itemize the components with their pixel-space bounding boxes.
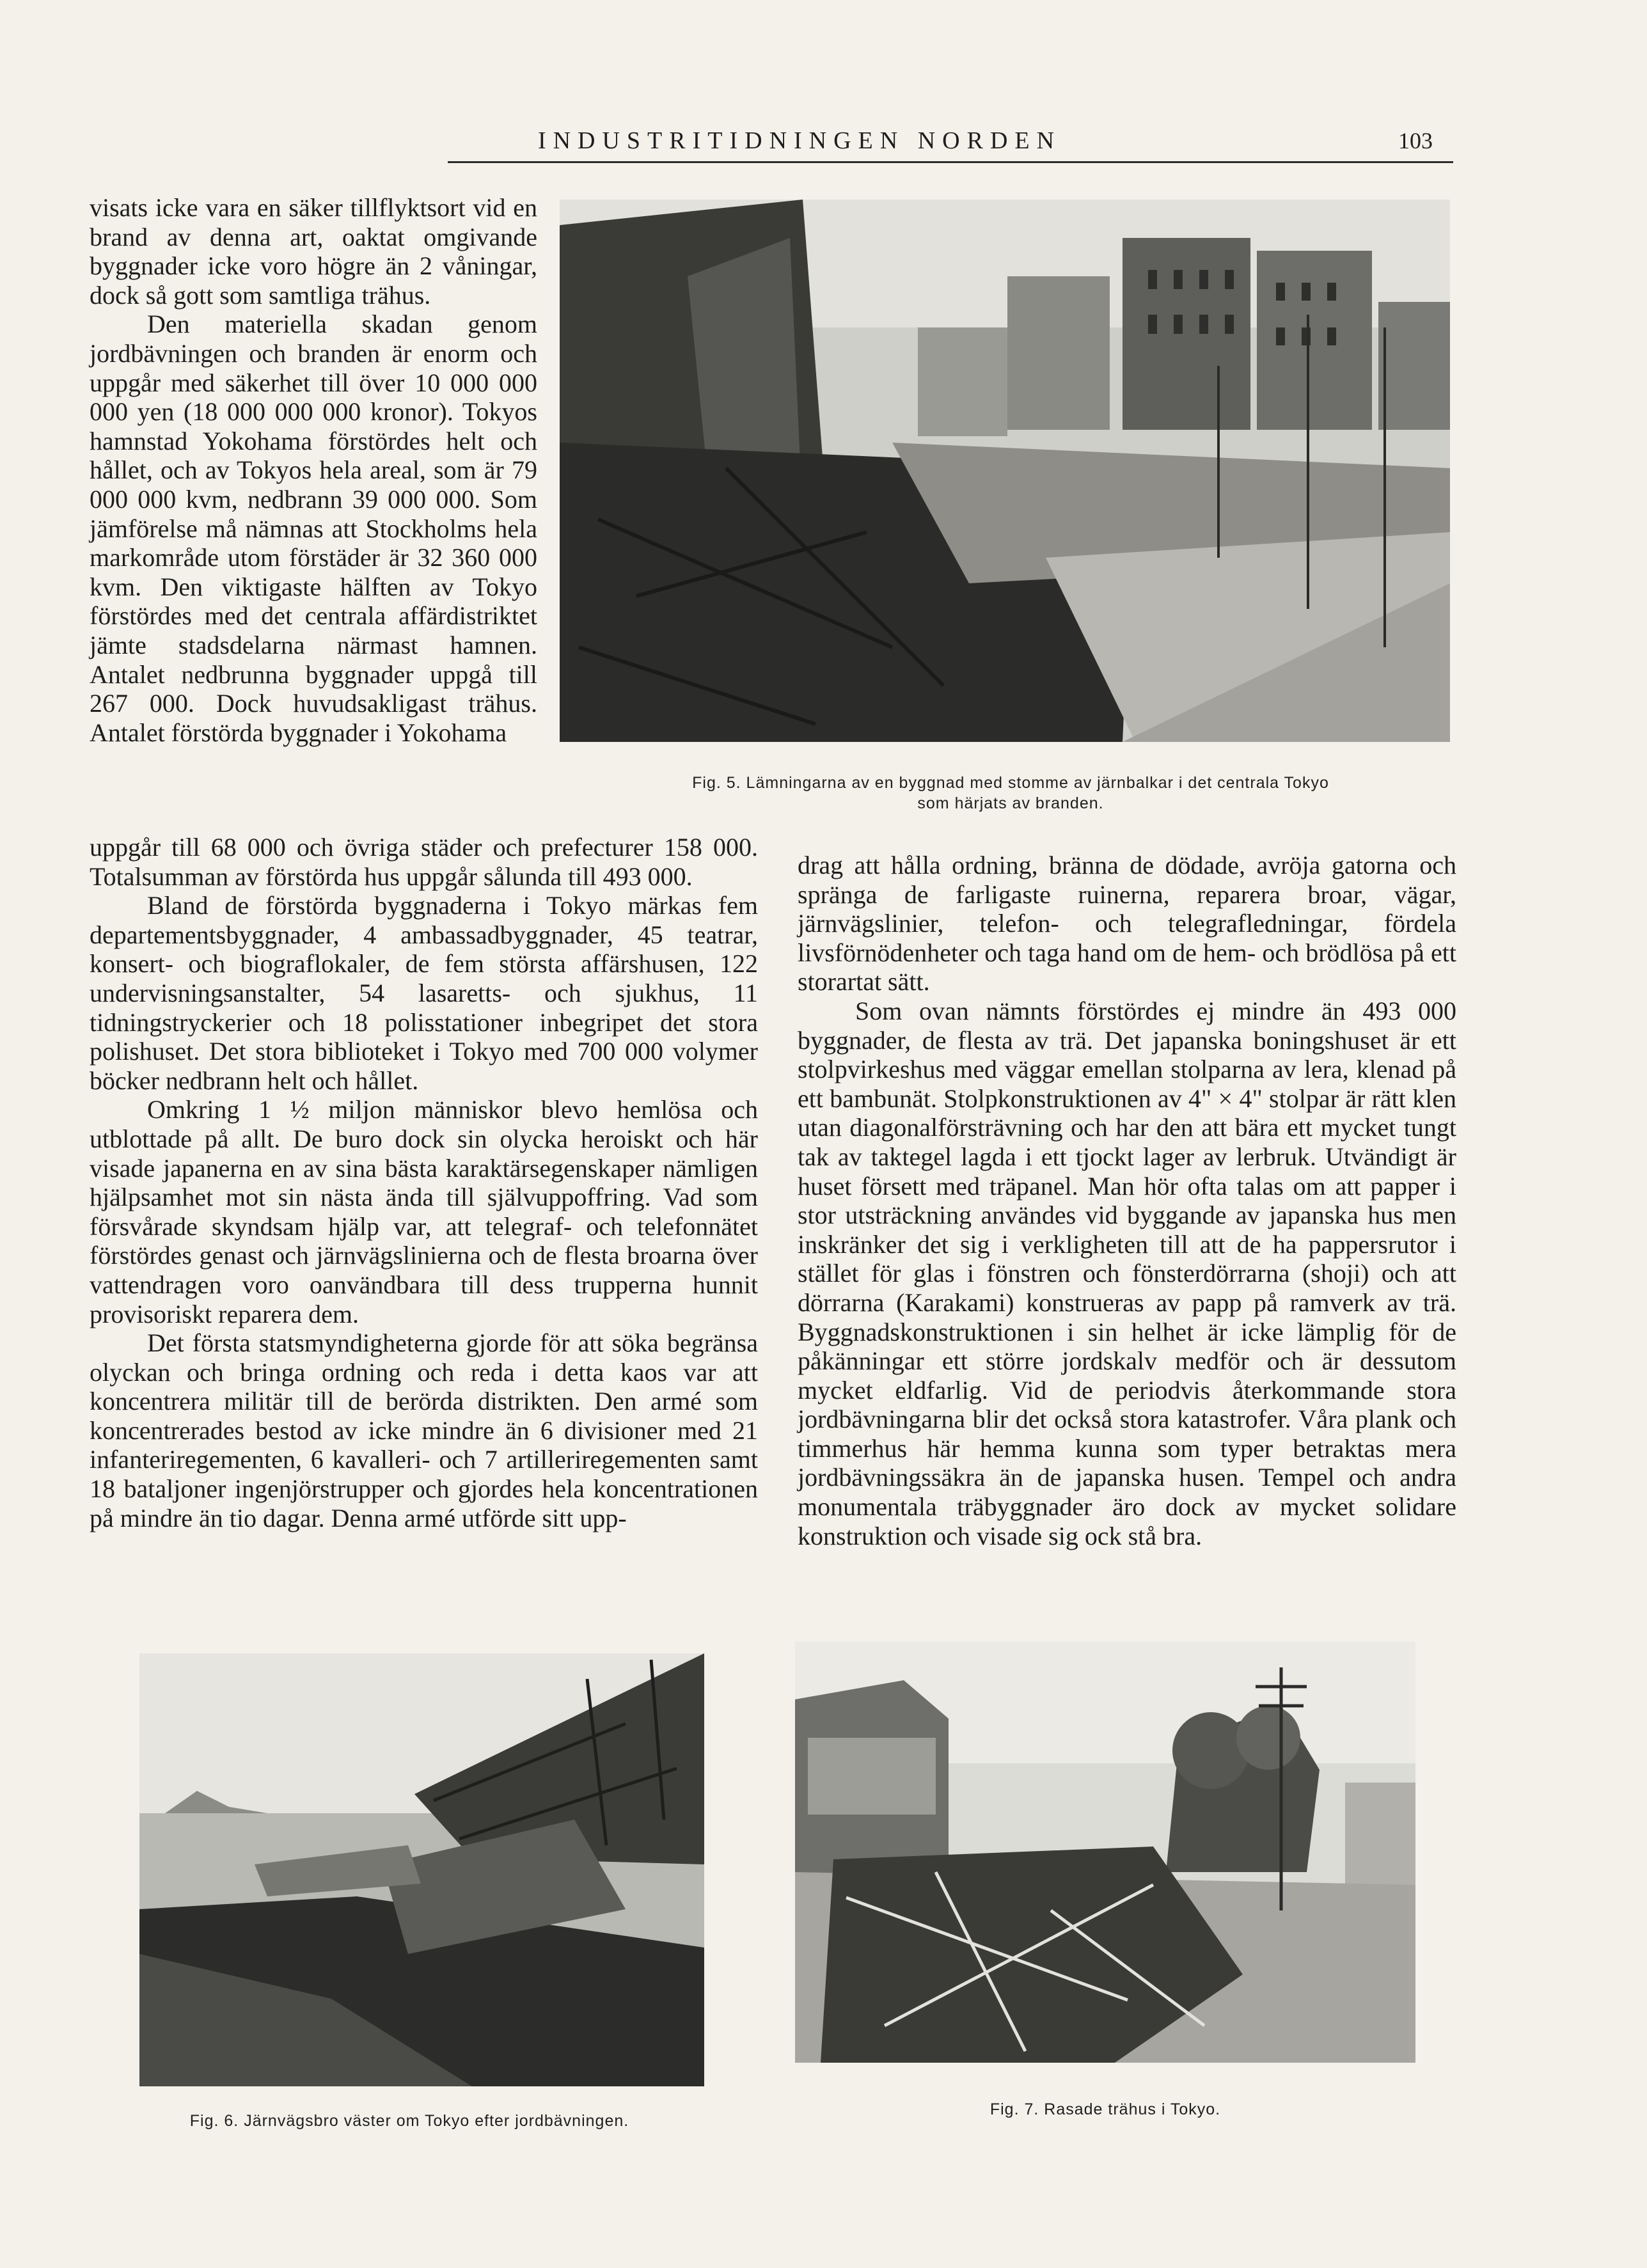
header-rule [448,161,1453,163]
fig5-caption [563,773,1458,814]
fig6-photo-railway-bridge [139,1653,704,2086]
journal-title: INDUSTRITIDNINGEN NORDEN [537,127,1062,154]
fig5-caption-line1: Fig. 5. Lämningarna av en byggnad med stomme av järnbalkar i det centrala Tokyo [692,774,1329,792]
fig5-photo-ruined-building [560,200,1450,742]
fig5-caption-line2: som härjats av branden. [917,794,1104,812]
fig6-caption: Fig. 6. Järnvägsbro väster om Tokyo efter jordbävningen. [189,2112,629,2130]
fig7-caption: Fig. 7. Rasade trähus i Tokyo. [989,2100,1221,2118]
paragraph: uppgår till 68 000 och övriga städer och prefecturer 158 000. Totalsumman av förstörda hus uppgår sålunda till 493 000. [90,833,758,891]
page-number: 103 [1398,128,1433,154]
right-column [798,851,1456,1550]
paragraph: visats icke vara en säker tillflyktsort vid en brand av denna art, oaktat omgivande byggnader icke voro högre än 2 våningar, dock så gott som samtliga trähus. [90,193,537,310]
paragraph: Det första statsmyndigheterna gjorde för att söka begränsa olyckan och bringa ordning och reda i detta kaos var att koncentrera militär till de berörda distrikten. Den armé som koncentrerades bestod av icke mindre än 6 divisioner med 21 infanteriregementen, 6 kavalleri- och 7 artilleriregementen samt 18 bataljoner ingenjörstrupper och gjordes hela koncentrationen på mindre än tio dagar. Denna armé utförde sitt upp- [90,1328,758,1532]
paragraph: Bland de förstörda byggnaderna i Tokyo märkas fem departementsbyggnader, 4 ambassadbyggnader, 45 teatrar, konsert- och biograflokaler, de fem största affärshusen, 122 undervisningsanstalter, 54 lasaretts- och sjukhus, 11 tidningstryckerier och 18 polisstationer inbegripet det stora polishuset. Det stora biblioteket i Tokyo med 700 000 volymer böcker nedbrann helt och hållet. [90,891,758,1095]
left-wide-column [90,833,758,1532]
paragraph: Som ovan nämnts förstördes ej mindre än 493 000 byggnader, de flesta av trä. Det japanska boningshuset är ett stolpvirkeshus med väggar emellan stolparna av lera, klenad på ett bambunät. Stolpkonstruktionen av 4" × 4" stolpar är rätt klen utan diagonalförsträvning och har den att bära ett mycket tungt tak av taktegel lagda i ett tjockt lager av lerbruk. Utvändigt är huset försett med träpanel. Man hör ofta talas om att papper i stor utsträckning användes vid byggande av japanska hus men inskränker det sig i verkligheten till att de ha pappersrutor i stället för glas i fönstren och fönsterdörrarna (shoji) och att dörrarna (Karakami) konstrueras av papp på ramverk av trä. Byggnadskonstruktionen i sin helhet är icke lämplig för de påkänningar ett större jordskalv medför och är dessutom mycket eldfarlig. Vid de periodvis återkommande stora jordbävningarna blir det också stora katastrofer. Våra plank och timmerhus här hemma kunna som typer betraktas mera jordbävningssäkra än de japanska husen. Tempel och andra monumentala träbyggnader äro dock av mycket solidare konstruktion och visade sig ock stå bra. [798,996,1456,1550]
paragraph: drag att hålla ordning, bränna de dödade, avröja gatorna och spränga de farligaste ruinerna, reparera broar, vägar, järnvägslinier, telefon- och telegrafledningar, fördela livsförnödenheter och taga hand om de hem- och brödlösa på ett storartat sätt. [798,851,1456,996]
left-narrow-column [90,193,537,747]
paragraph: Den materiella skadan genom jordbävningen och branden är enorm och uppgår med säkerhet till över 10 000 000 000 yen (18 000 000 000 kronor). Tokyos hamnstad Yokohama förstördes helt och hållet, och av Tokyos hela areal, som är 79 000 000 kvm, nedbrann 39 000 000. Som jämförelse må nämnas att Stockholms hela markområde utom förstäder är 32 360 000 kvm. Den viktigaste hälften av Tokyo förstördes med det centrala affärdistriktet jämte stadsdelarna närmast hamnen. Antalet nedbrunna byggnader uppgå till 267 000. Dock huvudsakligast trähus. Antalet förstörda byggnader i Yokohama [90,310,537,747]
paragraph: Omkring 1 ½ miljon människor blevo hemlösa och utblottade på allt. De buro dock sin olycka heroiskt och här visade japanerna en av sina bästa karaktärsegenskaper nämligen hjälpsamhet mot sin nästa ända till självuppoffring. Vad som försvårade skyndsam hjälp var, att telegraf- och telefonnätet förstördes genast och järnvägslinierna och de flesta broarna över vattendragen voro oanvändbara till dess trupperna hunnit provisoriskt reparera dem. [90,1095,758,1328]
fig7-photo-collapsed-wooden-houses [795,1642,1415,2063]
